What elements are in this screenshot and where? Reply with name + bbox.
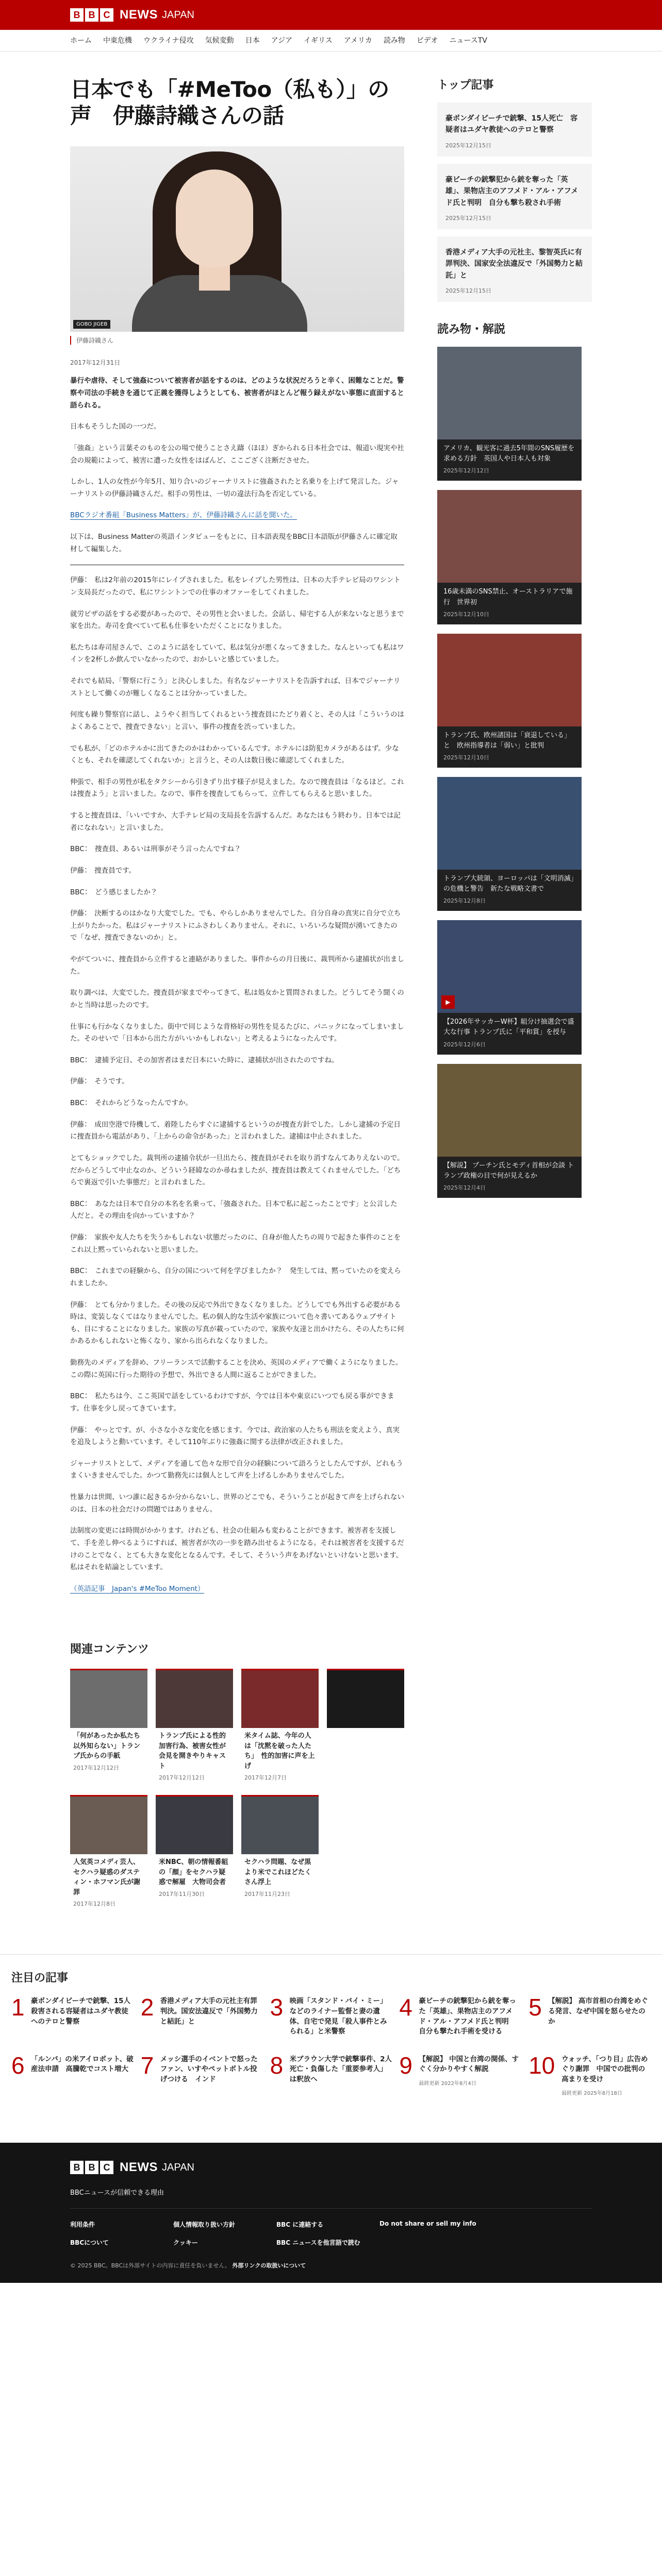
top-stories-heading: トップ記事 [437,79,494,92]
most-read-item[interactable] [270,2052,393,2097]
paragraph: しかし、1人の女性が今年5月、知り合いのジャーナリストに強姦されたと名乗りを上げて発言した。ジャーナリストの伊藤詩織さんだ。相手の男性は、一切の違法行為を否定している。 [70,478,399,498]
brand-japan[interactable]: JAPAN [162,9,194,21]
footer-link-terms[interactable]: 利用条件 [70,2221,95,2229]
rank-number: 2 [140,1994,154,2021]
most-read-item[interactable] [11,2052,135,2097]
nav-home[interactable]: ホーム [70,36,92,45]
feature-card[interactable] [437,777,582,911]
most-read-title: 米ブラウン大学で銃撃事件、2人死亡・負傷した「重要参考人」は釈放へ [289,2055,392,2083]
rank-number: 5 [528,1994,542,2021]
paragraph: でも私が、「どのホテルかに出てきたのかはわかっているんです。ホテルには防犯カメラがあるはず。少なくとも、それを確認してくれないか」と言うと、その人は数日後に確認してくれました。 [70,744,399,765]
feature-title: 16歳未満のSNS禁止、オーストラリアで施行 世界初 [443,588,573,606]
related-card[interactable] [156,1795,233,1908]
hero-image [70,146,404,332]
rank-number: 10 [528,2052,555,2079]
paragraph: 伊藤： そうです。 [70,1077,129,1086]
paragraph: 日本もそうした国の一つだ。 [70,422,161,431]
paragraph: すると捜査員は、「いいですか、大手テレビ局の支局長を告訴するんだ。あなたはもう終わり。日本では記者になれない」と言いました。 [70,811,401,832]
related-image [70,1797,147,1854]
footer-links [70,2208,592,2247]
related-card[interactable] [241,1669,319,1782]
feature-title: トランプ大統領、ヨーロッパは「文明消滅」の危機と警告 新たな戦略文書で [443,874,574,893]
top-story-date: 2025年12月15日 [445,287,491,295]
nav-features[interactable]: 読み物 [383,36,405,45]
paragraph [70,510,404,522]
paragraph: やがてついに、捜査員から立件すると連絡がありました。事件からの月日後に、裁判所から逮捕状が出ました。 [70,955,404,976]
most-read-title: 豪ビーチの銃撃犯から銃を奪った「英雄」、果物店主のアフメド・アル・アフメド氏と判明 自分も撃たれ手術を受ける [419,1997,516,2036]
rank-number: 9 [399,2052,412,2079]
most-read-item[interactable] [399,1996,522,2037]
related-card[interactable] [70,1669,147,1782]
rank-number: 3 [270,1994,284,2021]
nav-uk[interactable]: イギリス [304,36,333,45]
paragraph: 性暴力は世間、いつ誰に起きるか分からないし、世界のどこでも、そういうことが起きて声を上げられないのは、日本の社会だけの問題ではありません。 [70,1493,404,1514]
features-heading: 読み物・解説 [437,323,506,336]
paragraph: ジャーナリストとして、メディアを通して色々な形で自分の経験について語ろうとしたんですが、どれもうまくいきませんでした。かつて勤務先には個人として声を上げるしかありませんでした。 [70,1459,403,1480]
most-read-updated: 最終更新 2022年8月4日 [419,2080,476,2087]
paragraph: BBC： 逮捕予定日、その加害者はまだ日本にいた時に、逮捕状が出されたのですね。 [70,1056,339,1064]
related-image [156,1670,233,1728]
most-read-item[interactable] [270,1996,393,2037]
trust-link[interactable]: BBCニュースが信頼できる理由 [70,2189,164,2197]
most-read-item[interactable] [528,1996,652,2037]
primary-nav [0,30,662,52]
paragraph: 何度も繰り警察官に話し、ようやく担当してくれるという捜査員にたどり着くと、その人は「こういうのはよくあることで、捜査できない」と言い、事件の捜査を渋っていました。 [70,710,404,731]
footer-link-do-not-sell[interactable]: Do not share or sell my info [379,2220,476,2228]
feature-title: アメリカ、観光客に過去5年間のSNS履歴を求める方針 英国人や日本人も対象 [443,445,575,463]
related-heading: 関連コンテンツ [70,1643,149,1656]
most-read-heading: 注目の記事 [11,1972,69,1985]
english-article-link [70,1583,404,1596]
article-title: 日本でも「#MeToo（私も）」の声 伊藤詩織さんの話 [70,77,389,129]
related-date: 2017年12月12日 [159,1774,205,1782]
paragraph: 以下は、Business Matterの英語インタビューをもとに、日本語表現をBBC日本語版が伊藤さんに確定取材して編集した。 [70,533,398,553]
rank-number: 8 [270,2052,284,2079]
paragraph: BBC： これまでの経験から、自分の国について何を学びましたか？ 発生しては、黙っていたのを変えられましたか。 [70,1267,401,1287]
rank-number: 7 [140,2052,154,2079]
footer-bbc-logo[interactable]: B B C [70,2161,113,2174]
site-footer [0,2143,662,2283]
paragraph: とてもショックでした。裁判所の逮捕令状が一旦出たら、捜査員がそれを取り消すなんてありえないので。だからどうして中止なのか、どういう経緯なのか尋ねましたが、捜査員は教えてくれませんでした。「どちらで裏返で引いた事態だ」と言われました。 [70,1154,404,1187]
related-image [70,1670,147,1728]
original-article-link[interactable]: （英語記事 Japan's #MeToo Moment） [70,1584,205,1593]
rank-number: 1 [11,1994,25,2021]
most-read-title: メッシ選手のイベントで怒ったファン、いすやペットボトル投げつける インド [160,2055,258,2083]
feature-date: 2025年12月4日 [443,1184,486,1191]
most-read-item[interactable] [528,2052,652,2097]
play-icon: ▶ [441,995,455,1009]
top-story-title: 香港メディア大手の元社主、黎智英氏に有罪判決、国家安全法違反で「外国勢力と結託」と [445,248,583,280]
footer-link-cookies[interactable]: クッキー [173,2239,198,2247]
radio-program-link[interactable]: BBCラジオ番組「Business Matters」が、伊藤詩織さんに話を聞いた。 [70,511,297,520]
brand-news[interactable]: NEWS [120,8,158,22]
nav-ukraine[interactable]: ウクライナ侵攻 [143,36,194,45]
most-read-item[interactable] [141,1996,264,2037]
feature-image [437,490,582,583]
related-title: セクハラ問題、なぜ黒より米でこれほどたくさん浮上 [244,1858,312,1887]
nav-asia[interactable]: アジア [271,36,293,45]
top-story-date: 2025年12月15日 [445,142,491,149]
most-read-title: 香港メディア大手の元社主有罪判決。国安法違反で「外国勢力と結託」と [160,1997,258,2026]
nav-video[interactable]: ビデオ [416,36,438,45]
feature-date: 2025年12月6日 [443,1041,486,1048]
feature-date: 2025年12月12日 [443,467,489,474]
paragraph: 伊藤： 家族や友人たちを失うかもしれない状態だったのに、自身が他人たちの周りで起きた事件のことをこれ以上黙っていられないと思いました。 [70,1233,401,1254]
rank-number: 6 [11,2052,25,2079]
paragraph: BBC： 捜査員、あるいは刑事がそう言ったんですね？ [70,845,241,854]
nav-us[interactable]: アメリカ [343,36,372,45]
paragraph: 「強姦」という言葉そのものを公の場で使うことさえ躊（ほほ）ぎかられる日本社会では、報道い現実や社会の規範によって、被害に遭った女性をはばんど、ここござく注断ださせた。 [70,444,404,465]
feature-date: 2025年12月8日 [443,897,486,905]
related-card[interactable] [156,1669,233,1782]
footer-link-contact[interactable]: BBC に連絡する [276,2221,324,2229]
article-hero [70,146,404,345]
paragraph: 私たちは寿司屋さんで、このように話をしていて、私は気分が悪くなってきました。なんといっても私はワインを2杯しか飲んでいなかったので、おかしいと感じていました。 [70,643,404,664]
paragraph: 法制度の変更には時間がかかります。けれども、社会の仕組みも変わることができます。被害者を支援して、手を差し伸べるようにすれば、被害者が次の一歩を踏み出せるようになる。それは被害者を支援するだけのことでなく、とても大きな変化となるんです。そして、そういう声をあげないといけないと思います。私はそれを結論としています。 [70,1527,404,1572]
image-caption: 伊藤詩織さん [70,336,404,345]
external-links-policy[interactable]: 外部リンクの取扱いについて [232,2262,306,2269]
related-title: 米NBC、朝の情報番組の「顔」をセクハラ疑惑で解雇 大物司会者 [159,1858,228,1887]
paragraph: BBC： 私たちは今、ここ英国で話をしているわけですが、今では日本や東京にいつでも戻る事ができます。仕事を少し戻ってきています。 [70,1392,394,1413]
related-content [70,1640,592,1908]
related-image [327,1670,404,1728]
top-story-card[interactable] [437,236,592,302]
related-title [327,1728,404,1733]
footer-link-about[interactable]: BBCについて [70,2239,109,2247]
feature-date: 2025年12月10日 [443,754,489,761]
related-image [241,1797,319,1854]
masthead [0,0,662,30]
related-card[interactable] [327,1669,404,1782]
footer-link-privacy[interactable]: 個人情報取り扱い方針 [173,2221,236,2229]
footer-link-languages[interactable]: BBC ニュースを他言語で読む [276,2239,360,2247]
paragraph: 伊藤： とても分かりました。その後の反応で外出できなくなりました。どうしてでも外出する必要がある時は、変装しなくてはなりませんでした。私の個人的な生活や家族について色々書いてあるウェブサイトも、目にすることになりました。家族の写真が載っていたので、家族や友達と出かけたら、その人たちに何かあるかもしれないと怖くなり、家から出られなくなりました。 [70,1300,404,1346]
related-title: 「何があったか私たち以外知らない」トランプ氏からの手紙 [73,1732,141,1760]
feature-title: 【解説】 プーチン氏とモディ首相が会談 トランプ政権の目で何が見えるか [443,1161,574,1180]
paragraph: それでも結局、「警察に行こう」と決心しました。有名なジャーナリストを告訴すれば、日本でジャーナリストとして働くのが難しくなることは分かっていました。 [70,677,401,698]
footer-brand-japan: JAPAN [162,2161,194,2173]
paragraph: 伊藤： 捜査員です。 [70,866,136,875]
rank-number: 4 [399,1994,412,2021]
footer-brand [70,2160,592,2175]
feature-card[interactable] [437,490,582,624]
feature-image [437,347,582,439]
feature-card[interactable] [437,634,582,768]
article-body [70,375,404,1595]
top-story-card[interactable] [437,164,592,229]
paragraph: 伸張で、相手の男性が私をタクシーから引きずり出す様子が見えました。なので捜査員は「なるほど。これは捜査よう」と言いました。なので、事件を捜査してもらって、立件してもらえると思いました。 [70,777,404,799]
top-story-card[interactable] [437,103,592,157]
top-story-date: 2025年12月15日 [445,214,491,222]
most-read [0,1954,662,2096]
paragraph: 仕事にも行かなくなりました。街中で同じような背格好の男性を見るたびに、パニックになってしまいました。そのせいで「日本から出た方がいいかもしれない」と考えるようになったんです。 [70,1022,404,1043]
related-image [241,1670,319,1728]
feature-card[interactable] [437,1064,582,1198]
related-date: 2017年12月12日 [73,1764,119,1771]
nav-news-tv[interactable]: ニュースTV [449,36,487,45]
related-card[interactable] [70,1795,147,1908]
paragraph: 勤務先のメディアを辞め、フリーランスで活動することを決め、英国のメディアで働くようになりました。この際に英国に行った期待の予想で、外出できる人間に返ることができました。 [70,1359,403,1379]
paragraph: 伊藤： 決断するのはかなり大変でした。でも、やらしかありませんでした。自分自身の真実に自分で立ち上がりたかった。私はジャーナリストにふさわしくありません。それに、いろいろな疑問が湧いてきたので「なぜ、捜査できないのか」と。 [70,909,401,942]
paragraph: BBC： それからどうなったんですか。 [70,1099,192,1108]
feature-image [437,777,582,870]
top-story-title: 豪ビーチの銃撃犯から銃を奪った「英雄」、果物店主のアフメド・アル・アフメド氏と判明 自分も撃ち殺され手術 [445,175,578,207]
top-story-title: 豪ボンダイビーチで銃撃、15人死亡 容疑者はユダヤ教徒へのテロと警察 [445,114,578,134]
most-read-title: 【解説】 中国と台湾の関係、すぐく分かりやすく解説 [419,2055,519,2074]
most-read-title: 豪ボンダイビーチで銃撃、15人殺害される容疑者はユダヤ教徒へのテロと警察 [31,1997,130,2026]
feature-card[interactable] [437,347,582,481]
most-read-item[interactable] [140,2052,264,2097]
related-date: 2017年11月30日 [159,1890,205,1897]
copyright: © 2025 BBC。BBCは外部サイトの内容に責任を負いません。 外部リンクの取扱いについて [70,2262,306,2269]
bbc-logo[interactable]: B B C [70,8,113,22]
feature-image [437,920,582,1013]
feature-image [437,1064,582,1157]
paragraph: BBC： どう感じましたか？ [70,888,158,896]
nav-japan[interactable]: 日本 [245,36,260,45]
article [70,76,404,1604]
related-date: 2017年12月7日 [244,1774,287,1782]
related-card[interactable] [241,1795,319,1908]
nav-middle-east[interactable]: 中東危機 [103,36,132,45]
feature-image [437,634,582,726]
paragraph: 伊藤： 私は2年前の2015年にレイプされました。私をレイプした男性は、日本の大手テレビ局のワシントン支局長だったので、私にワシントンでの仕事のオファーをしてくれました。 [70,576,401,597]
paragraph: 伊藤： 成田空港で待機して、着陸したらすぐに逮捕するというのが捜査方針でした。しかし逮捕の予定日に捜査員から電話があり、「上からの命令があった」と言われました。逮捕は中止されました。 [70,1120,401,1141]
related-image [156,1797,233,1854]
paragraph: 就労ビザの話をする必要があったので、その男性と会いました。会話し、帰宅する人が来ないなと思うまで家を出た。寿司を食べていて私も仕事をいただくことになりました。 [70,609,404,631]
feature-card[interactable] [437,920,582,1054]
article-lead: 暴行や虐待、そして強姦について被害者が話をするのは、どのような状況だろうと辛く、困難なことだ。警察や司法の手続きを通じて正義を獲得しようとしても、被害者がほとんど報う録えがない事態に直面すると語られる。 [70,377,404,410]
related-date: 2017年11月23日 [244,1890,290,1897]
footer-brand-news: NEWS [120,2160,158,2175]
related-date: 2017年12月8日 [73,1901,115,1908]
image-credit: GOBO JIGEB [73,320,110,329]
related-title: 米タイム誌、今年の人は「沈黙を破った人たち」 性的加害に声を上げ [244,1732,315,1770]
paragraph: 伊藤： やっとです。が、小さな小さな変化を感じます。今では、政治家の人たちも刑法を変えよう、真実を追及しようと動いています。そして110年ぶりに強姦に関する法律が改正されました。 [70,1426,400,1447]
article-date: 2017年12月31日 [70,359,121,367]
most-read-title: ウォッチ、「つり目」広告めぐり謝罪 中国での批判の高まりを受け [561,2055,648,2083]
most-read-title: 「ルンバ」の米アイロボット、破産法申請 高騰乾でコスト増大 [31,2055,134,2074]
feature-date: 2025年12月10日 [443,611,489,618]
related-title: 人気英コメディ芸人、セクハラ疑惑のダスティン・ホフマン氏が謝罪 [73,1858,141,1896]
most-read-title: 映画「スタンド・バイ・ミー」などのライナー監督と妻の遺体、自宅で発見「殺人事件とみられる」と米警察 [289,1997,387,2036]
nav-climate[interactable]: 気候変動 [205,36,234,45]
most-read-item[interactable] [11,1996,135,2037]
feature-title: トランプ氏、欧州諸国は「衰退している」と 欧州指導者は「弱い」と批判 [443,731,571,750]
most-read-title: 【解説】 高市首相の台湾をめぐる発言、なぜ中国を怒らせたのか [548,1997,648,2026]
most-read-item[interactable] [399,2052,522,2097]
feature-title: 【2026年サッカーW杯】組分け抽選会で盛大な行事 トランプ氏に「平和賞」を授与 [443,1018,574,1037]
paragraph: 取り調べは、大変でした。捜査員が家までやってきて、私は処女かと質問されました。どうしてそう聞くのかと当時は思ったのです。 [70,989,404,1009]
most-read-updated: 最終更新 2025年8月18日 [561,2091,622,2097]
sidebar [437,76,592,1604]
related-title: トランプ氏による性的加害行為、被害女性が会見を開きやりキャスト [159,1732,226,1770]
related-grid [70,1669,404,1908]
paragraph: BBC： あなたは日本で自分の本名を名乗って、「強姦された。日本で私に起こったことです」と公言した人だと。その理由を向かっていますか？ [70,1199,398,1221]
most-read-list [11,1996,652,2096]
